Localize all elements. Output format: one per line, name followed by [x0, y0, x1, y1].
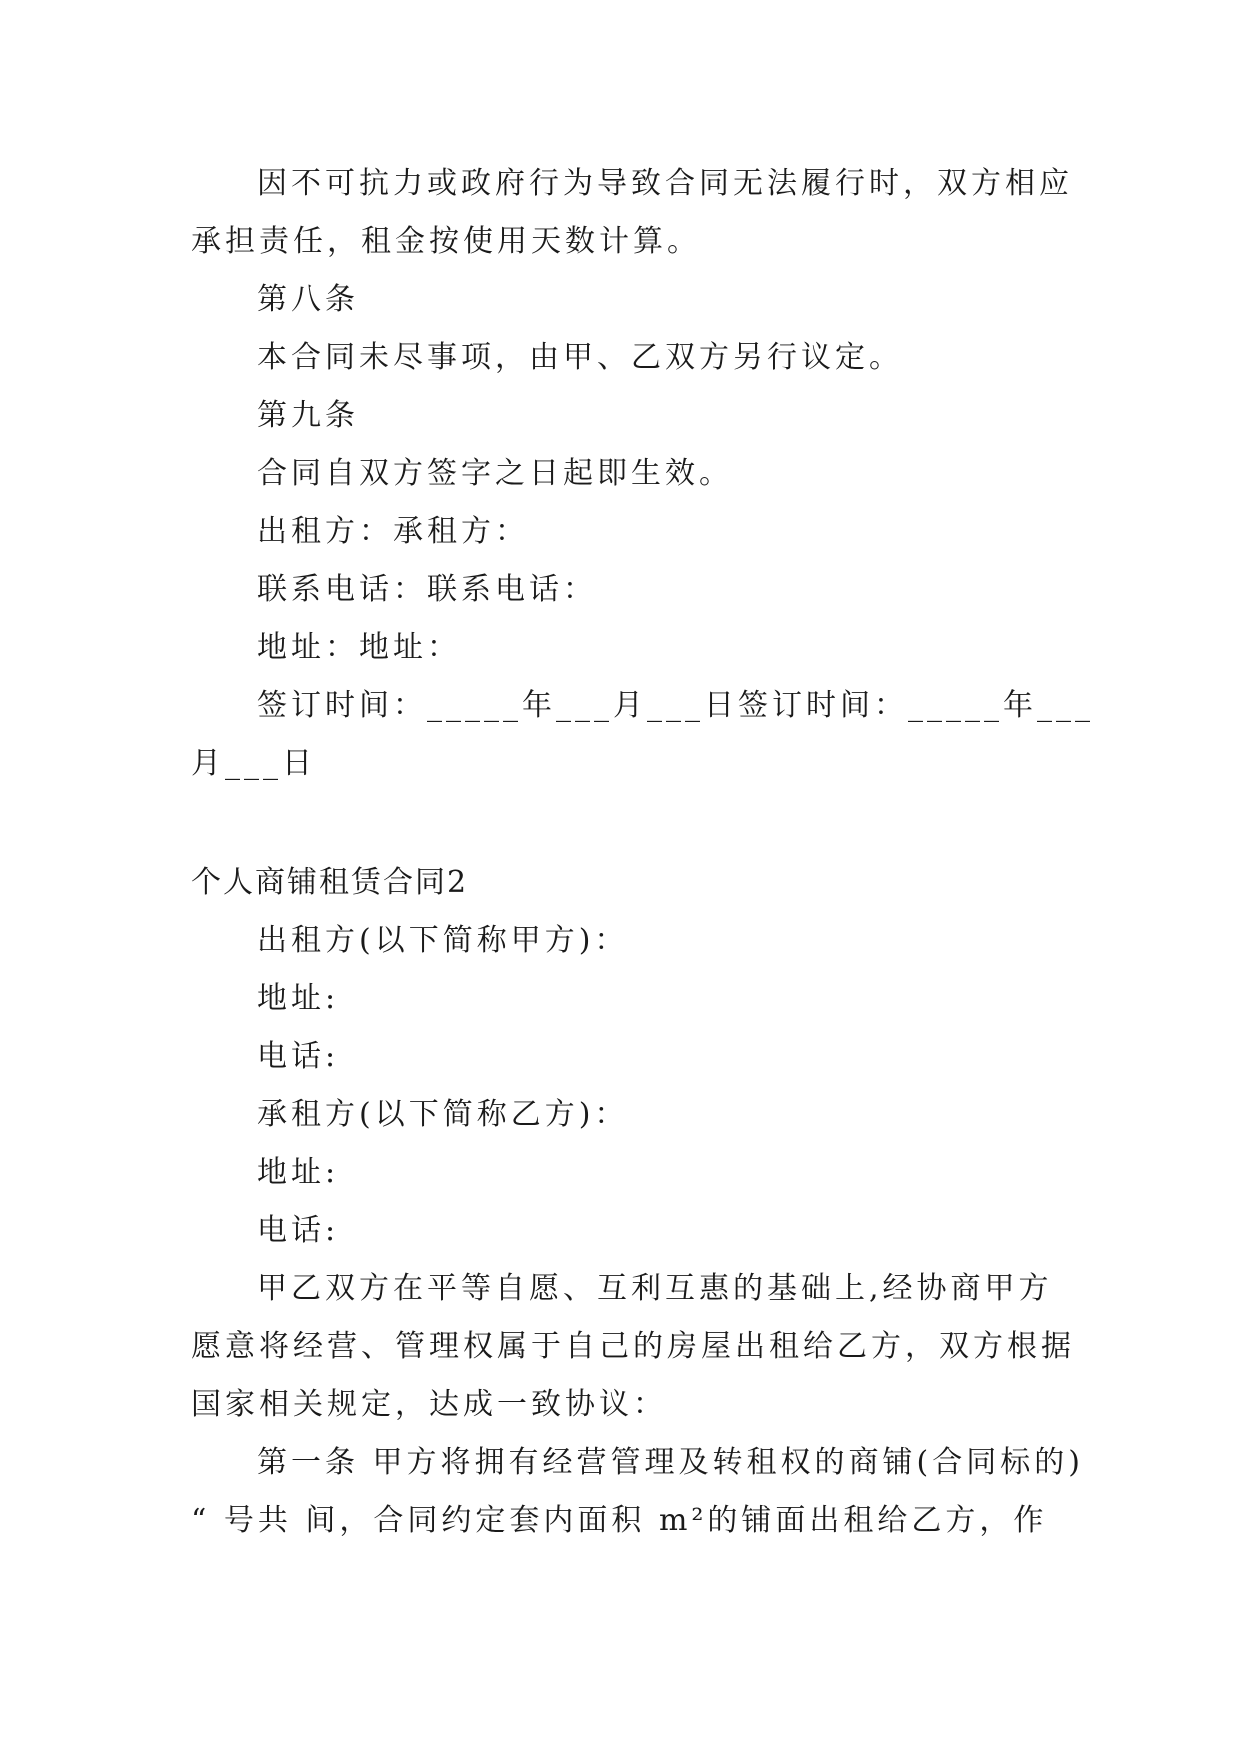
party-field: 地址: — [257, 1155, 340, 1190]
signature-date-line: 签订时间：_____年___月___日签订时间：_____年___ — [257, 688, 1094, 723]
paragraph-line: 合同自双方签字之日起即生效。 — [257, 456, 733, 491]
signature-line: 出租方：承租方： — [257, 514, 529, 549]
party-field: 出租方(以下简称甲方)： — [257, 923, 629, 958]
paragraph-line: “ 号共 间，合同约定套内面积 m²的铺面出租给乙方，作 — [191, 1503, 1048, 1538]
article-heading: 第八条 — [257, 282, 359, 317]
signature-date-line: 月___日 — [191, 746, 316, 781]
contract-title: 个人商铺租赁合同2 — [191, 865, 469, 900]
party-field: 电话: — [257, 1039, 340, 1074]
article-heading: 第九条 — [257, 398, 359, 433]
paragraph-line: 第一条 甲方将拥有经营管理及转租权的商铺(合同标的) — [257, 1445, 1084, 1480]
signature-line: 联系电话：联系电话： — [257, 572, 597, 607]
paragraph-line: 甲乙双方在平等自愿、互利互惠的基础上,经协商甲方 — [257, 1271, 1053, 1306]
paragraph-line: 因不可抗力或政府行为导致合同无法履行时，双方相应 — [257, 166, 1073, 201]
party-field: 地址: — [257, 981, 340, 1016]
signature-line: 地址：地址： — [257, 630, 461, 665]
party-field: 承租方(以下简称乙方)： — [257, 1097, 629, 1132]
party-field: 电话: — [257, 1213, 340, 1248]
paragraph-line: 愿意将经营、管理权属于自己的房屋出租给乙方，双方根据 — [191, 1329, 1075, 1364]
paragraph-line: 承担责任，租金按使用天数计算。 — [191, 224, 701, 259]
paragraph-line: 本合同未尽事项，由甲、乙双方另行议定。 — [257, 340, 903, 375]
paragraph-line: 国家相关规定，达成一致协议： — [191, 1387, 667, 1422]
